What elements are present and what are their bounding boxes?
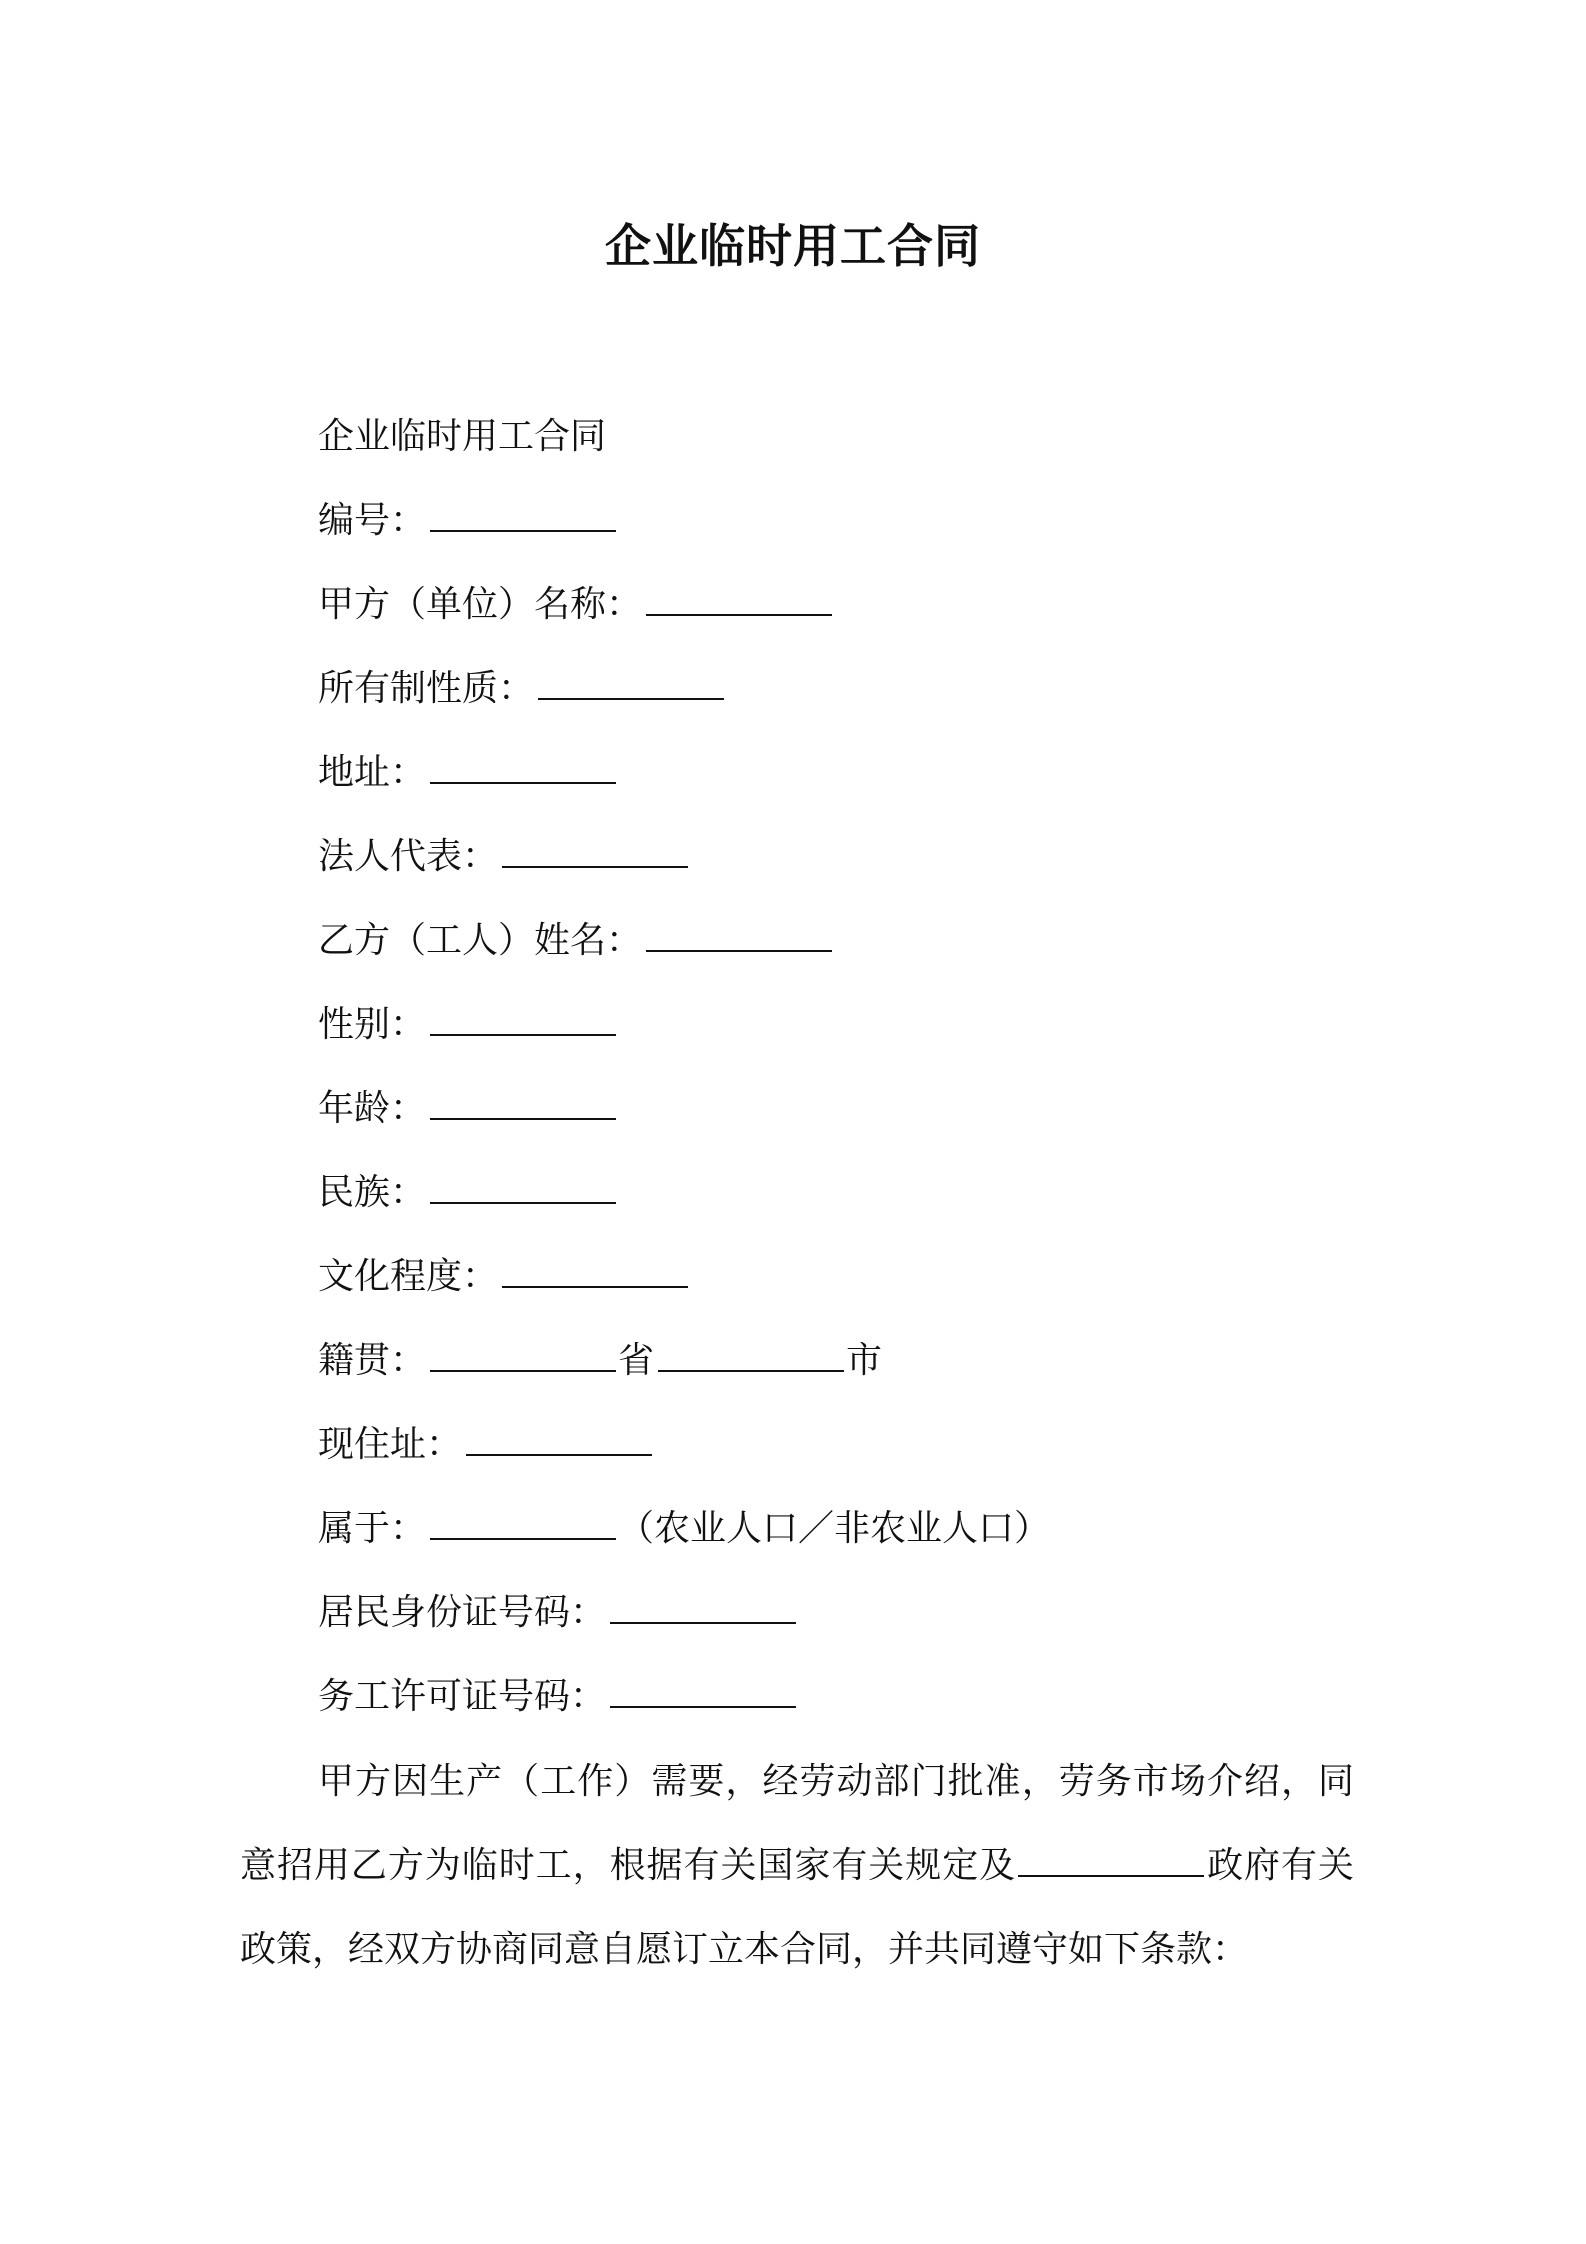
age-label: 年龄： (318, 1088, 427, 1129)
current-address-line (318, 1416, 1368, 1500)
intro-text-part2: 政府有关政策，经双方协商同意自愿订立本合同，并共同遵守如下条款： (240, 1845, 1354, 1970)
education-blank[interactable] (502, 1248, 688, 1288)
education-line (318, 1248, 1368, 1332)
id-number-line (318, 1584, 1368, 1668)
intro-text-part1: 甲方因生产（工作）需要，经劳动部门批准，劳务市场介绍，同意招用乙方为临时工，根据有关国家有关规定及 (240, 1761, 1354, 1886)
party-b-name-line (318, 912, 1368, 996)
ownership-label: 所有制性质： (318, 668, 535, 709)
hometown-label: 籍贯： (318, 1340, 427, 1381)
address-label: 地址： (318, 752, 427, 793)
belongs-blank[interactable] (430, 1500, 616, 1540)
id-number-blank[interactable] (610, 1584, 796, 1624)
hometown-city-label: 市 (846, 1340, 883, 1381)
ethnicity-label: 民族： (318, 1172, 427, 1213)
age-line (318, 1080, 1368, 1164)
ethnicity-blank[interactable] (430, 1164, 616, 1204)
address-blank[interactable] (430, 744, 616, 784)
legal-rep-label: 法人代表： (318, 836, 499, 877)
hometown-province-label: 省 (618, 1340, 655, 1381)
government-blank[interactable] (1018, 1837, 1204, 1877)
belongs-options: （农业人口／非农业人口） (618, 1508, 1051, 1549)
work-permit-label: 务工许可证号码： (318, 1676, 607, 1717)
work-permit-blank[interactable] (610, 1668, 796, 1708)
hometown-line (318, 1332, 1368, 1416)
ownership-blank[interactable] (538, 660, 724, 700)
contract-fields (318, 408, 1368, 1752)
address-line (318, 744, 1368, 828)
hometown-province-blank[interactable] (430, 1332, 616, 1372)
contract-no-line (318, 492, 1368, 576)
legal-rep-line (318, 828, 1368, 912)
age-blank[interactable] (430, 1080, 616, 1120)
education-label: 文化程度： (318, 1256, 499, 1297)
party-a-name-line (318, 576, 1368, 660)
document-title: 企业临时用工合同 (605, 219, 981, 273)
party-a-name-blank[interactable] (646, 576, 832, 616)
intro-paragraph (240, 1740, 1354, 1992)
hometown-city-blank[interactable] (658, 1332, 844, 1372)
party-b-name-blank[interactable] (646, 912, 832, 952)
contract-no-blank[interactable] (430, 492, 616, 532)
ownership-line (318, 660, 1368, 744)
belongs-label: 属于： (318, 1508, 427, 1549)
legal-rep-blank[interactable] (502, 828, 688, 868)
belongs-line (318, 1500, 1368, 1584)
document-subtitle: 企业临时用工合同 (318, 416, 607, 457)
party-a-name-label: 甲方（单位）名称： (318, 584, 643, 625)
current-address-label: 现住址： (318, 1424, 463, 1465)
ethnicity-line (318, 1164, 1368, 1248)
gender-label: 性别： (318, 1004, 427, 1045)
subtitle-line (318, 408, 1368, 492)
current-address-blank[interactable] (466, 1416, 652, 1456)
id-number-label: 居民身份证号码： (318, 1592, 607, 1633)
gender-blank[interactable] (430, 996, 616, 1036)
gender-line (318, 996, 1368, 1080)
contract-no-label: 编号： (318, 500, 427, 541)
party-b-name-label: 乙方（工人）姓名： (318, 920, 643, 961)
